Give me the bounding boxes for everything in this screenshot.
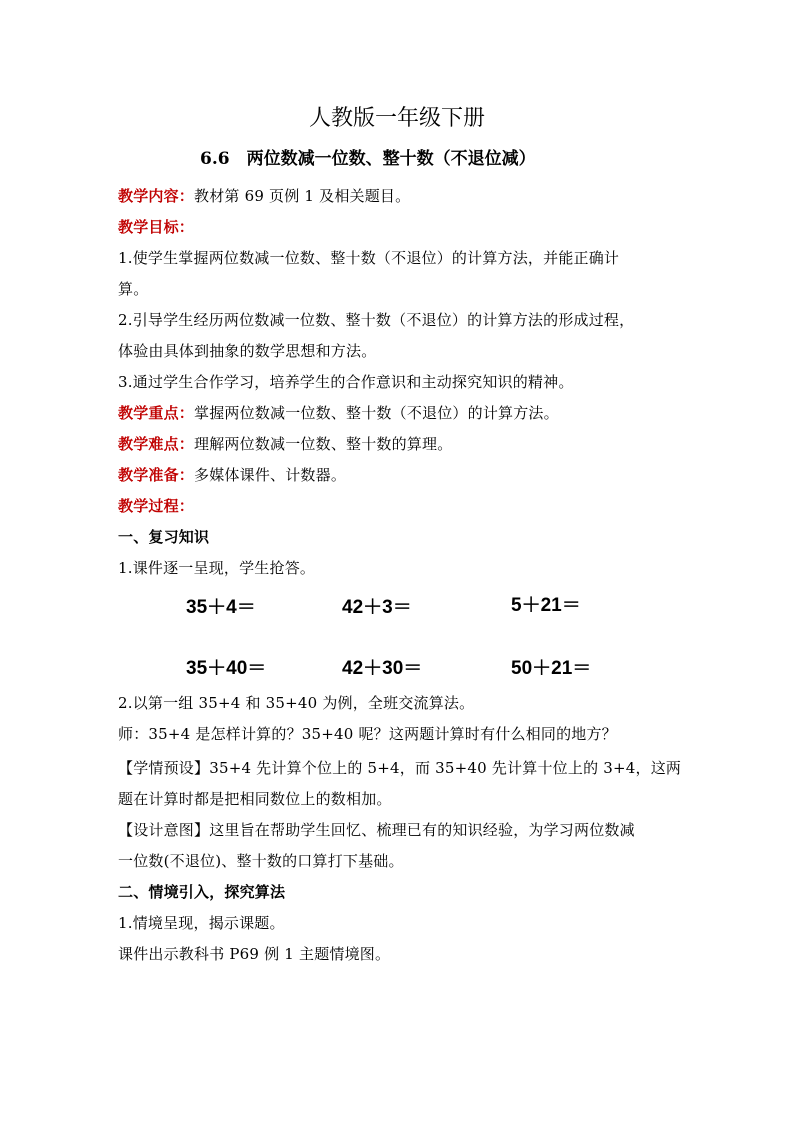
document-title: 人教版一年级下册 xyxy=(308,106,485,131)
prep-text: 多媒体课件、计数器。 xyxy=(194,466,347,484)
difficulty-label: 教学难点： xyxy=(118,435,195,453)
difficulty-line xyxy=(118,434,452,454)
equation: 50＋21＝ xyxy=(511,658,592,679)
difficulty-text: 理解两位数减一位数、整十数的算理。 xyxy=(194,435,453,453)
section2-heading: 二、情境引入，探究算法 xyxy=(118,883,286,901)
key-point-label: 教学重点： xyxy=(118,404,195,422)
section1-step1: 1.课件逐一呈现，学生抢答。 xyxy=(118,559,316,577)
key-point-line xyxy=(118,403,559,423)
content-text: 教材第 69 页例 1 及相关题目。 xyxy=(194,187,411,205)
goals-label: 教学目标： xyxy=(118,218,195,236)
goal-line-5: 3.通过学生合作学习，培养学生的合作意识和主动探究知识的精神。 xyxy=(118,373,574,391)
content-label: 教学内容： xyxy=(118,187,195,205)
intent-line-2: 一位数(不退位)、整十数的口算打下基础。 xyxy=(118,852,404,870)
prep-label: 教学准备： xyxy=(118,466,195,484)
equation: 35＋4＝ xyxy=(186,597,256,618)
section1-heading: 一、复习知识 xyxy=(118,528,210,546)
intent-line-1: 【设计意图】这里旨在帮助学生回忆、梳理已有的知识经验，为学习两位数减 xyxy=(118,821,635,839)
goal-line-1: 1.使学生掌握两位数减一位数、整十数（不退位）的计算方法，并能正确计 xyxy=(118,249,620,267)
goal-line-4: 体验由具体到抽象的数学思想和方法。 xyxy=(118,342,377,360)
equation: 42＋30＝ xyxy=(342,658,423,679)
equation: 5＋21＝ xyxy=(511,595,581,616)
equation: 35＋40＝ xyxy=(186,658,267,679)
goal-line-3: 2.引导学生经历两位数减一位数、整十数（不退位）的计算方法的形成过程， xyxy=(118,311,635,329)
teacher-question: 师：35+4 是怎样计算的？35+40 呢？这两题计算时有什么相同的地方？ xyxy=(118,725,617,743)
section2-step1: 1.情境呈现，揭示课题。 xyxy=(118,914,285,932)
goal-line-2: 算。 xyxy=(118,280,149,298)
content-line xyxy=(118,186,410,206)
section1-step2: 2.以第一组 35+4 和 35+40 为例，全班交流算法。 xyxy=(118,694,475,712)
section2-step2: 课件出示教科书 P69 例 1 主题情境图。 xyxy=(118,945,391,963)
preset-line-2: 题在计算时都是把相同数位上的数相加。 xyxy=(118,790,392,808)
process-label: 教学过程： xyxy=(118,497,195,515)
prep-line xyxy=(118,465,346,485)
preset-line-1: 【学情预设】35+4 先计算个位上的 5+4，而 35+40 先计算十位上的 3+4，这两 xyxy=(118,759,682,777)
lesson-subtitle: 6.6 两位数减一位数、整十数（不退位减） xyxy=(200,149,536,169)
equation: 42＋3＝ xyxy=(342,597,412,618)
key-point-text: 掌握两位数减一位数、整十数（不退位）的计算方法。 xyxy=(194,404,559,422)
